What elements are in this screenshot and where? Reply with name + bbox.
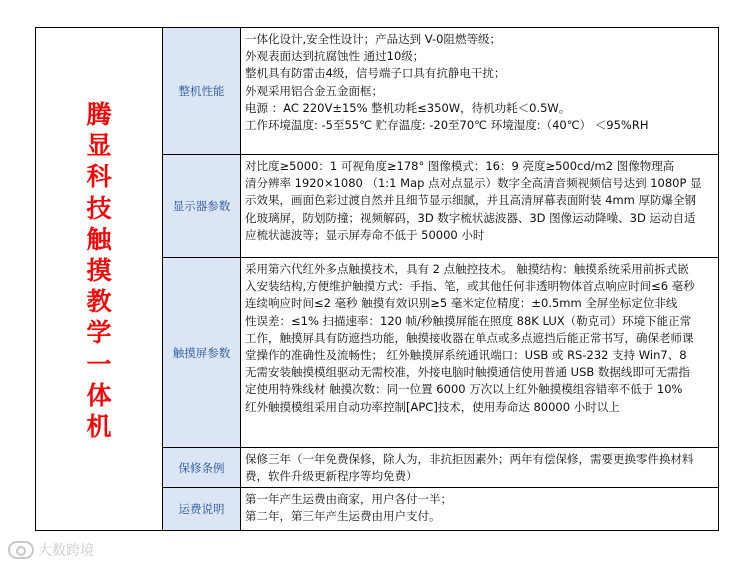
product-title-char: 腾 [86,100,112,129]
product-title-char: 摸 [86,256,112,286]
row-warranty [163,448,718,488]
content-line: 外观表面达到抗腐蚀性 通过10级； [245,49,425,64]
content-line: 工作，触摸屏具有防遮挡功能，触摸接收器在单点或多点遮挡后能正常书写，确保老师课 [245,330,694,345]
content-line: 定使用特殊线材 触摸次数：同一位置 6000 万次以上红外触摸模组容错率不低于 10% [245,382,683,397]
row-label: 触摸屏参数 [163,258,241,447]
row-label: 整机性能 [163,28,241,154]
watermark-logo-icon [8,541,34,559]
content-line: 示效果，画面色彩过渡自然并且细节显示细腻，并且高清屏幕表面附装 4mm 厚防爆全钢 [245,193,697,208]
product-title-char: 科 [86,162,112,192]
content-line: 工作环境温度: -5至55℃ 贮存温度: -20至70℃ 环境湿度:（40℃） ＜95%RH [245,118,649,133]
content-line: 费，软件升级更新程序等均免费） [245,469,418,484]
row-touch [163,258,718,448]
content-line: 一体化设计,安全性设计；产品达到 V-0阻燃等级； [245,32,501,46]
content-line: 外观采用铝合金五金面框； [245,83,383,98]
product-title-char: 技 [86,193,112,223]
row-label: 运费说明 [163,488,241,530]
product-title-char: 显 [86,131,112,161]
row-content [242,155,712,257]
product-title-char: 体 [86,380,112,410]
brand-column [36,28,163,530]
content-line: 红外触摸模组采用自动功率控制[APC]技术，使用寿命达 80000 小时以上 [245,399,620,414]
product-title-char: 一 [86,349,112,379]
watermark-text: 大数跨境 [38,543,94,559]
watermark [8,540,94,560]
content-line: 堂操作的准确性及流畅性； 红外触摸屏系统通讯端口：USB 或 RS-232 支持 Win7、8 [245,348,687,363]
row-shipping [163,488,718,530]
content-line: 连续响应时间≤2 毫秒 触摸有效识别≥5 毫米定位精度：±0.5mm 全屏坐标定位非线 [245,296,678,311]
product-title-char: 触 [86,224,112,254]
product-title-char: 学 [86,318,112,348]
row-content [242,488,712,530]
spec-rows [163,28,718,530]
content-line: 清分辨率 1920×1080 （1:1 Map 点对点显示）数字全高清音频视频信号达到 1080P 显 [245,176,702,191]
row-content [242,258,712,447]
row-content [242,28,712,154]
content-line: 应梳状滤波等；显示屏寿命不低于 50000 小时 [245,227,485,242]
product-title-char: 教 [86,287,112,317]
content-line: 入安装结构,方便维护触摸方式：手指、笔，或其他任何非透明物体首点响应时间≤6 毫秒 [245,279,695,294]
content-line: 保修三年（一年免费保修，除人为，非抗拒因素外；两年有偿保修，需要更换零件换材料 [245,452,694,466]
product-title-char: 机 [86,412,112,442]
content-line: 第一年产生运费由商家，用户各付一半； [245,492,452,506]
content-line: 电源 ：AC 220V±15% 整机功耗≤350W，待机功耗＜0.5W。 [245,100,571,115]
row-display [163,155,718,258]
row-label: 保修条例 [163,448,241,487]
content-line: 整机具有防雷击4级，信号端子口具有抗静电干扰； [245,66,506,81]
spec-table [35,27,719,531]
content-line: 化玻璃屏，防划防撞；视频解码，3D 数字梳状滤波器、3D 图像运动降噪、3D 运动自适 [245,210,696,225]
content-line: 对比度≥5000：1 可视角度≥178° 图像模式：16：9 亮度≥500cd/m2 图像物理高 [245,159,675,173]
row-content [242,448,712,487]
product-title [36,99,162,442]
content-line: 无需安装触摸模组驱动无需校准，外接电脑时触摸通信使用普通 USB 数据线即可无需指 [245,365,690,380]
row-performance [163,28,718,155]
content-line: 采用第六代红外多点触摸技术，具有 2 点触控技术。 触摸结构：触摸系统采用前拆式嵌 [245,262,689,276]
row-label: 显示器参数 [163,155,241,257]
content-line: 性误差：≤1% 扫描速率：120 帧/秒触摸屏能在照度 88K LUX（勒克司）环境下能正常 [245,313,692,328]
content-line: 第二年，第三年产生运费由用户支付。 [245,509,441,524]
